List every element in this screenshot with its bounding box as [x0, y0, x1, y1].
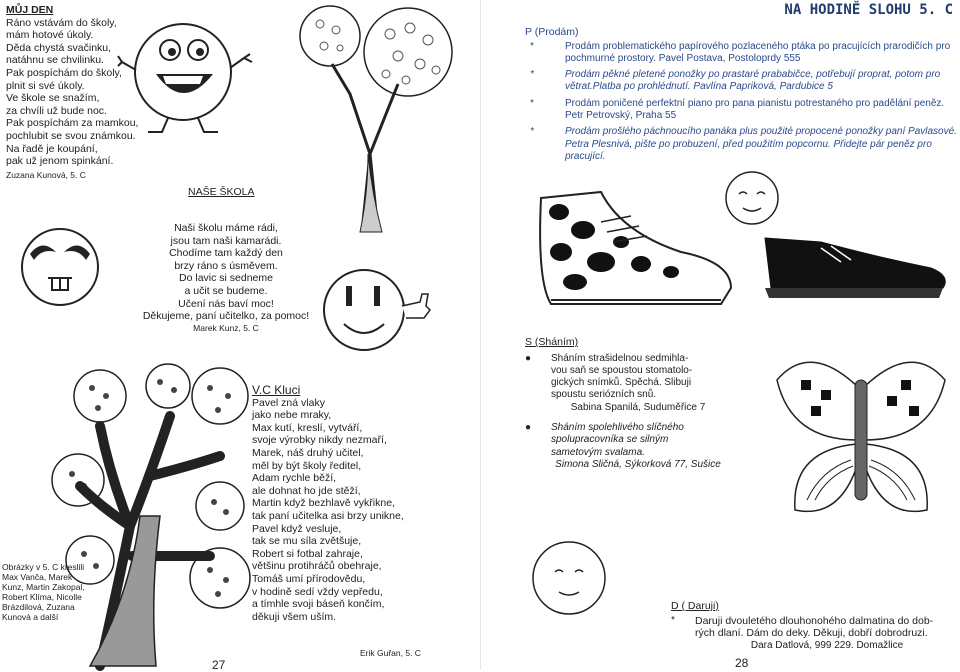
section-daruji: [671, 600, 959, 652]
ad-marker: *: [530, 69, 534, 81]
poem-nase-skola: [126, 222, 326, 333]
ad-text: [695, 615, 959, 640]
text-line: Pak pospíchám za mamkou,: [6, 117, 139, 130]
section-title: S (Sháním): [525, 336, 579, 348]
butterfly-drawing: [771, 350, 951, 520]
page-heading-wrap: [721, 2, 953, 18]
text-line: většinu protihráčů obehraje,: [252, 560, 382, 573]
ad-signature: Simona Sličná, Sýkorková 77, Sušice: [555, 458, 721, 470]
text-line: za chvíli už bude noc.: [6, 104, 107, 117]
ads-list: [525, 353, 725, 472]
section-title: P (Prodám): [525, 26, 579, 38]
ad-signature: Sabina Spanilá, Suduměřice 7: [570, 401, 706, 413]
ad-text: Prodám problematického papírového pozlaceného ptáka po pracujících prarodičích pro pochmurné prostory. Pavel Postava, Postoloprdy 555: [565, 40, 951, 64]
moon-face-drawing: [717, 168, 787, 228]
text-line: Martin když bezhlavě vykřikne,: [252, 497, 395, 510]
mask-face-drawing: [20, 222, 100, 312]
page-heading: NA HODINĚ SLOHU 5. C: [784, 2, 953, 18]
text-line: a tímhle svoji báseň končím,: [252, 598, 385, 611]
text-line: Pak pospíchám do školy,: [6, 66, 122, 79]
ad-text-line: spoustu seriózních snů.: [551, 389, 657, 401]
text-line: Max kutí, kreslí, vytváří,: [252, 421, 363, 434]
text-line: natáhnu se chvilinku.: [6, 54, 105, 67]
poem-author: Marek Kunz, 5. C: [193, 322, 259, 333]
ad-item: [525, 98, 957, 123]
poem-title: NAŠE ŠKOLA: [188, 186, 255, 198]
text-line: tak se mu síla zvětšuje,: [252, 535, 362, 548]
round-face-drawing: [529, 538, 609, 618]
text-line: Kunová a další: [2, 612, 59, 622]
thumbs-up-face-drawing: [316, 266, 436, 366]
ad-item: [671, 615, 959, 652]
text-line: a učit se budeme.: [184, 284, 268, 297]
page-number: 28: [735, 656, 749, 670]
ad-text-line: gických snímků. Spěchá. Slibuji: [551, 377, 692, 389]
credits-lines: [2, 562, 132, 622]
text-line: měl by být školy ředitel,: [252, 459, 362, 472]
text-line: Kunz, Martin Zakopal,: [2, 582, 85, 592]
ad-text-line: vou saň se spoustou stomatolo-: [551, 364, 693, 376]
credits: [2, 562, 132, 622]
ad-signature: Dara Datlová, 999 229. Domažlice: [750, 639, 904, 651]
section-prodam: [525, 26, 957, 167]
text-line: Naši školu máme rádi,: [174, 222, 278, 234]
ad-item: [525, 41, 957, 66]
text-line: Tomáš umí přírodovědu,: [252, 572, 366, 585]
ad-item: [525, 126, 957, 163]
poem-lines: [252, 397, 452, 624]
ad-text: Prodám prošlého páchnoucího panáka plus použité propocené ponožky paní Pavlasové. Petra Plesnivá, pište po probuzení, před použitím popcornu. Přidejte pár peněz pro pracující.: [565, 126, 957, 162]
ad-text-line: Sháním strašidelnou sedmihla-: [551, 352, 689, 364]
ad-text-line: Sháním spolehlivého slíčného: [551, 422, 684, 434]
text-line: brzy ráno s úsměvem.: [174, 259, 278, 272]
text-line: Do lavic si sedneme: [179, 272, 273, 285]
text-line: rých dlaní. Dám do deky. Děkuji, dobří dobrodruzi.: [695, 627, 928, 640]
text-line: v hodině sedí vždy vepředu,: [252, 585, 383, 598]
tree-drawing: [290, 4, 460, 234]
text-line: Ráno vstávám do školy,: [6, 16, 117, 29]
ad-marker: *: [671, 614, 675, 626]
dress-shoe-drawing: [761, 228, 951, 308]
text-line: ale dohnat ho jde stěží,: [252, 484, 361, 497]
text-line: Robert si fotbal zahraje,: [252, 547, 363, 560]
text-line: Daruji dvouletého dlouhonohého dalmatina do dob-: [695, 614, 934, 627]
sneaker-drawing: [531, 192, 741, 312]
ad-marker: ●: [525, 422, 532, 434]
text-line: Pavel zná vlaky: [252, 396, 325, 409]
text-line: Max Vanča, Marek: [2, 572, 73, 582]
text-line: Robert Klíma, Nicolle: [2, 592, 82, 602]
ad-item: [525, 422, 725, 471]
text-line: Obrázky v 5. C kreslili: [2, 562, 85, 572]
poem-vc-kluci: [252, 384, 452, 623]
text-line: Ve škole se snažím,: [6, 92, 100, 105]
text-line: pochlubit se svou známkou.: [6, 129, 136, 142]
ad-text: Prodám poničené perfektní piano pro pana pianistu potrestaného pro padělání peněz. Petr Petrovský, Praha 55: [565, 97, 945, 122]
left-page: [0, 0, 480, 670]
text-line: Chodíme tam každý den: [169, 247, 283, 260]
text-line: Adam rychle běží,: [252, 472, 337, 485]
poem-title: V.C Kluci: [252, 383, 301, 397]
ad-text: Prodám pěkné pletené ponožky po prastaré prababičce, potřebují proprat, potom pro větrat.Platba po prohlédnutí. Pavlína Papriková, Pardubice 5: [565, 69, 941, 93]
text-line: Děda chystá svačinku,: [6, 41, 112, 54]
text-line: děkuji všem uším.: [252, 610, 337, 623]
ad-marker: *: [530, 40, 534, 52]
poem-author: Zuzana Kunová, 5. C: [6, 169, 86, 180]
text-line: jako nebe mraky,: [252, 409, 332, 422]
text-line: pak už jenom spinkání.: [6, 155, 114, 168]
text-line: mám hotové úkoly.: [6, 29, 94, 42]
text-line: plnit si své úkoly.: [6, 79, 85, 92]
poem-title: MŮJ DEN: [6, 4, 54, 16]
poem-lines: [126, 222, 326, 323]
ad-marker: *: [530, 97, 534, 109]
poem-author: Erik Guřan, 5. C: [360, 648, 421, 658]
smiley-drawing: [118, 10, 258, 140]
ads-list: [525, 41, 957, 164]
ad-marker: ●: [525, 352, 532, 364]
text-line: Na řadě je koupání,: [6, 142, 98, 155]
section-title: D ( Daruji): [671, 600, 719, 612]
ad-marker: *: [530, 126, 534, 138]
poem-author-wrap: [360, 648, 421, 658]
page-number: 27: [212, 658, 226, 672]
section-shanim: [525, 336, 725, 479]
text-line: Děkujeme, paní učitelko, za pomoc!: [142, 310, 310, 323]
text-line: Brázdilová, Zuzana: [2, 602, 75, 612]
text-line: Učení nás baví moc!: [178, 297, 274, 310]
text-line: Pavel když vesluje,: [252, 522, 342, 535]
poem-nase-skola-title-wrap: [188, 186, 255, 199]
ad-item: [525, 353, 725, 414]
ad-text-line: sametovým svalama.: [551, 446, 645, 458]
text-line: jsou tam naši kamarádi.: [170, 234, 282, 247]
text-line: svoje výrobky nikdy nezmaří,: [252, 434, 387, 447]
text-line: tak paní učitelka asi brzy unikne,: [252, 509, 404, 522]
right-page: [480, 0, 960, 670]
ad-item: [525, 69, 957, 94]
text-line: Marek, náš druhý učitel,: [252, 446, 364, 459]
ad-text-line: spolupracovníka se silným: [551, 434, 669, 446]
